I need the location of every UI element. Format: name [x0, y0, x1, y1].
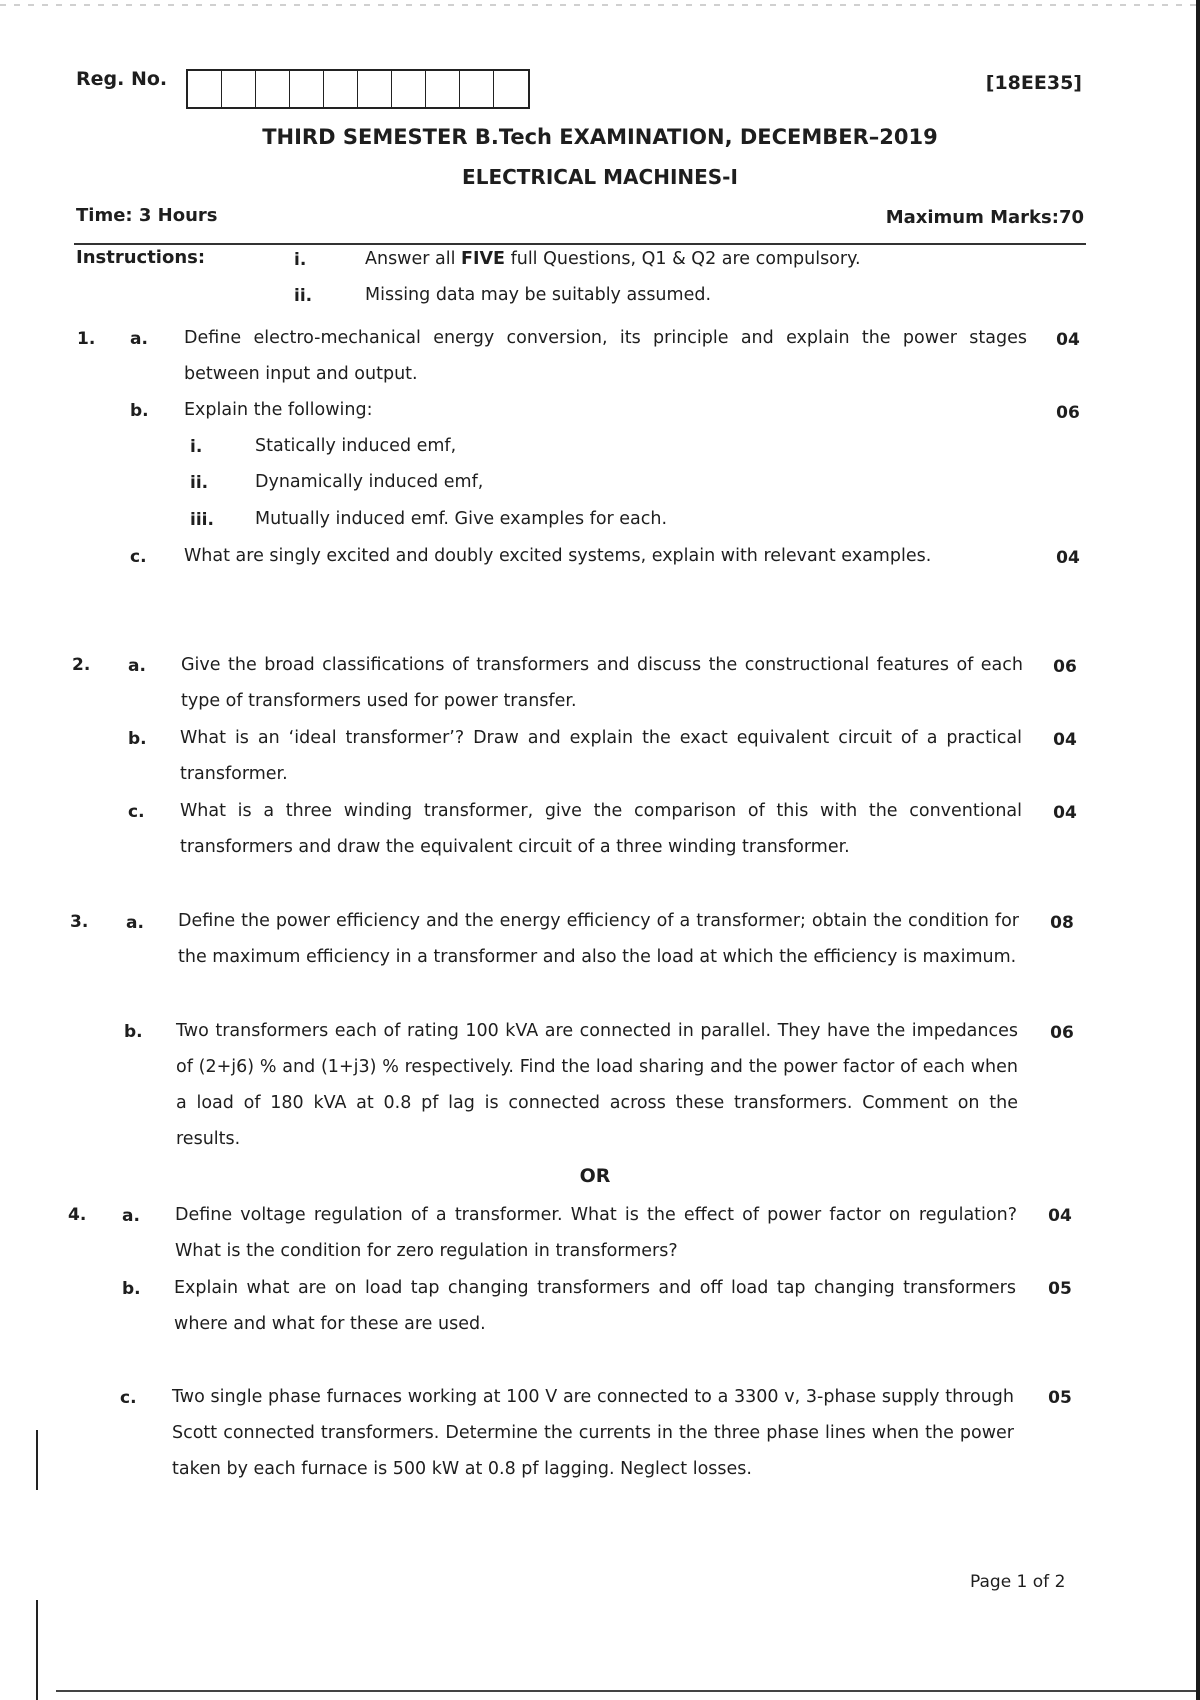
- subquestion-label: c.: [128, 802, 145, 822]
- question-number: 3.: [70, 912, 89, 932]
- question-text: What are singly excited and doubly excited systems, explain with relevant examples.: [184, 546, 932, 566]
- scan-mark-left-upper: [36, 1430, 38, 1490]
- question-text: Define voltage regulation of a transformer. What is the effect of power factor on regulation? What is the condition for zero regulation in transformers?: [175, 1205, 1017, 1261]
- question-text: Define electro-mechanical energy conversion, its principle and explain the power stages between input and output.: [184, 328, 1027, 384]
- course-code: [18EE35]: [985, 72, 1082, 94]
- reg-no-box: [460, 71, 494, 107]
- subquestion-label: a.: [128, 656, 146, 676]
- question-marks: 05: [1048, 1279, 1072, 1299]
- question-marks: 04: [1053, 803, 1077, 823]
- question-text: Explain what are on load tap changing transformers and off load tap changing transformers where and what for these are used.: [174, 1278, 1016, 1334]
- max-marks: Maximum Marks:70: [885, 207, 1084, 228]
- question-text: What is a three winding transformer, give the comparison of this with the conventional transformers and draw the equivalent circuit of a three winding transformer.: [180, 801, 1022, 857]
- subquestion-label: c.: [130, 547, 147, 567]
- question-marks: 08: [1050, 913, 1074, 933]
- scan-edge-right: [1196, 0, 1200, 1700]
- instruction-num: ii.: [294, 286, 313, 306]
- scan-mark-left-lower: [36, 1600, 38, 1700]
- instruction-item: [365, 241, 1065, 277]
- reg-no-box: [256, 71, 290, 107]
- subitem-text: Mutually induced emf. Give examples for each.: [255, 509, 668, 529]
- scan-edge-bottom: [56, 1690, 1196, 1692]
- question-text: Explain the following:: [184, 400, 373, 420]
- reg-no-box: [358, 71, 392, 107]
- question-marks: 04: [1048, 1206, 1072, 1226]
- exam-duration: Time: 3 Hours: [76, 205, 218, 226]
- question-marks: 06: [1053, 657, 1077, 677]
- subquestion-label: a.: [122, 1206, 140, 1226]
- subitem-text: Dynamically induced emf,: [255, 472, 484, 492]
- question-text: Define the power efficiency and the energy efficiency of a transformer; obtain the condition for the maximum efficiency in a transformer and also the load at which the efficiency is maximum.: [178, 911, 1019, 967]
- question-marks: 05: [1048, 1388, 1072, 1408]
- question-text: Two transformers each of rating 100 kVA are connected in parallel. They have the impedances of (2+j6) % and (1+j3) % respectively. Find the load sharing and the power factor of each when a load of 180 kVA at 0.8 pf lag is connected across these transformers. Comment on the results.: [176, 1021, 1018, 1149]
- or-divider: OR: [579, 1165, 611, 1187]
- instruction-item: Missing data may be suitably assumed.: [365, 285, 712, 305]
- reg-no-boxes: [186, 69, 530, 109]
- question-number: 4.: [68, 1205, 87, 1225]
- question-number: 2.: [72, 655, 91, 675]
- reg-no-box: [188, 71, 222, 107]
- subquestion-label: b.: [124, 1022, 143, 1042]
- subitem-num: iii.: [190, 510, 214, 530]
- instruction-text: full Questions, Q1 & Q2 are compulsory.: [505, 249, 861, 269]
- reg-no-box: [392, 71, 426, 107]
- subject-title: ELECTRICAL MACHINES-I: [462, 165, 738, 189]
- question-marks: 04: [1056, 330, 1080, 350]
- instruction-num: i.: [294, 250, 307, 270]
- reg-no-box: [222, 71, 256, 107]
- scan-artifact-top: [0, 4, 1200, 6]
- instructions-label: Instructions:: [76, 247, 206, 268]
- reg-no-label: Reg. No.: [76, 68, 168, 90]
- subquestion-label: a.: [126, 913, 144, 933]
- question-number: 1.: [77, 329, 96, 349]
- reg-no-box: [426, 71, 460, 107]
- subitem-text: Statically induced emf,: [255, 436, 457, 456]
- instruction-emphasis: FIVE: [461, 249, 505, 269]
- subquestion-label: b.: [128, 729, 147, 749]
- subquestion-label: b.: [122, 1279, 141, 1299]
- subquestion-label: c.: [120, 1388, 137, 1408]
- reg-no-box: [494, 71, 528, 107]
- subitem-num: ii.: [190, 473, 209, 493]
- question-text: What is an ‘ideal transformer’? Draw and explain the exact equivalent circuit of a practical transformer.: [180, 728, 1022, 784]
- subquestion-label: b.: [130, 401, 149, 421]
- reg-no-box: [290, 71, 324, 107]
- exam-title: THIRD SEMESTER B.Tech EXAMINATION, DECEMBER–2019: [262, 125, 938, 149]
- question-marks: 04: [1053, 730, 1077, 750]
- question-marks: 06: [1050, 1023, 1074, 1043]
- instruction-text: Answer all: [365, 249, 462, 269]
- subitem-num: i.: [190, 437, 203, 457]
- subquestion-label: a.: [130, 329, 148, 349]
- question-marks: 06: [1056, 403, 1080, 423]
- question-text: Two single phase furnaces working at 100 V are connected to a 3300 v, 3-phase supply through Scott connected transformers. Determine the currents in the three phase lines when the power taken by each furnace is 500 kW at 0.8 pf lagging. Neglect losses.: [172, 1387, 1014, 1479]
- page-number: Page 1 of 2: [970, 1572, 1066, 1592]
- question-text: Give the broad classifications of transformers and discuss the constructional features of each type of transformers used for power transfer.: [181, 655, 1023, 711]
- question-marks: 04: [1056, 548, 1080, 568]
- reg-no-box: [324, 71, 358, 107]
